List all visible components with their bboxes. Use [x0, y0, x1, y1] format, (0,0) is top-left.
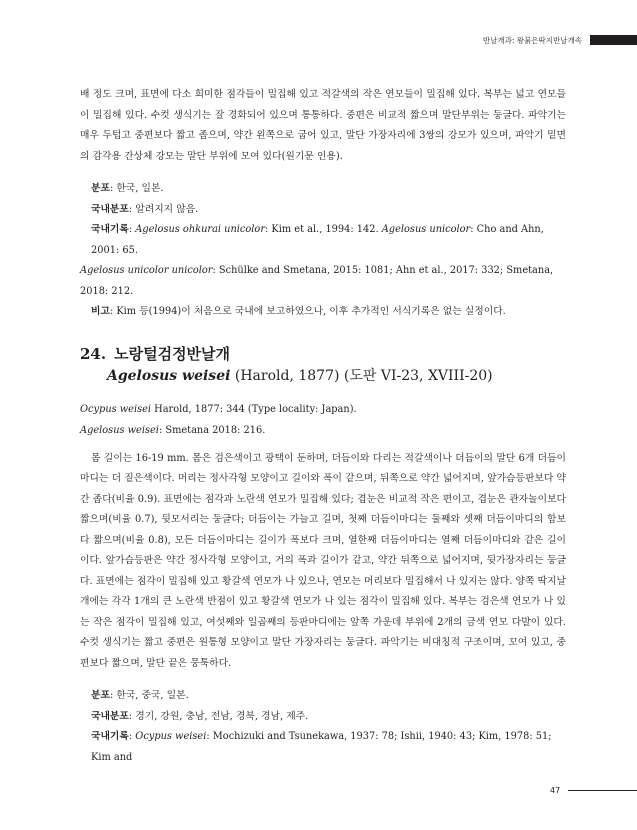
korea-records-text	[91, 224, 544, 256]
distribution-line	[80, 686, 566, 707]
korea-distribution-value: : 알려지지 않음.	[128, 203, 199, 215]
synonym-line	[80, 420, 566, 441]
remark-line	[80, 302, 566, 323]
korea-records-label: 국내기록	[91, 731, 129, 742]
distribution-label: 분포	[91, 690, 110, 701]
korea-records-text	[91, 731, 552, 763]
reference-text: : Mochizuki and Tsunekawa, 1937: 78; Ishii, 1940: 43; Kim, 1978: 51; Kim and	[91, 731, 552, 763]
page-content	[80, 85, 566, 768]
species-scientific-name: Agelosus weisei	[107, 367, 231, 384]
distribution-label: 분포	[91, 183, 110, 194]
distribution-value: : 한국, 일본.	[109, 183, 164, 194]
running-header	[483, 34, 637, 46]
reference-text: : Kim et al., 1994: 142.	[265, 224, 382, 235]
reference-text: :	[128, 224, 136, 235]
taxon-name: Agelosus unicolor	[381, 224, 471, 235]
running-title: 반날개과: 왕붉은딱지반날개속	[482, 35, 582, 45]
header-bar	[590, 35, 637, 45]
reference-text: : Schülke and Smetana, 2015: 1081; Ahn et al., 2017: 332; Smetana, 2018: 212.	[80, 265, 554, 297]
page-footer	[550, 786, 637, 795]
korea-distribution-label: 국내분포	[91, 710, 129, 722]
remark-label: 비고	[91, 306, 110, 317]
synonym-name: Agelosus weisei	[80, 424, 159, 436]
species-number: 24.	[80, 344, 107, 363]
distribution-line	[80, 179, 566, 200]
reference-text: : Cho and Ahn, 2001: 65.	[91, 224, 544, 256]
page-number: 47	[550, 786, 561, 795]
reference-text: :	[128, 731, 136, 742]
taxon-name: Ocypus weisei	[135, 731, 207, 742]
species-scientific-heading	[80, 365, 566, 387]
synonym-line	[80, 399, 566, 420]
synonym-reference: Harold, 1877: 344 (Type locality: Japan).	[151, 403, 357, 415]
korea-records-continued	[80, 261, 566, 302]
taxon-name: Agelosus ohkurai unicolor	[135, 224, 266, 235]
korea-records-line	[80, 727, 566, 768]
species-authority: (Harold, 1877) (도판 VI-23, XVIII-20)	[230, 367, 493, 384]
species-description: 몸 길이는 16-19 mm. 몸은 검은색이고 광택이 둔하며, 더듬이와 다리는 적갈색이나 더듬이의 말단 6개 더듬이마디는 더 짙은색이다. 머리는 정사각형 모양이고 길이와 폭이 같으며, 뒤쪽으로 약간 넓어지며, 앞가슴등판보다 약간 좁다(비율 0.9). 표면에는 점각과 노란색 연모가 밀집해 있다; 겹눈은 비교적 작은 편이고, 겹눈은 관자놀이보다 짧으며(비율 0.7), 뒷모서리는 둥글다; 더듬이는 가늘고 길며, 첫째 더듬이마디는 둘째와 셋째 더듬이마디의 합보다 짧으며(비율 0.8), 모든 더듬이마디는 길이가 폭보다 크며, 열한째 더듬이마디는 열째 더듬이마디와 같은 길이이다. 앞가슴등판은 약간 정사각형 모양이고, 거의 폭과 길이가 같고, 약간 뒤쪽으로 넓어지며, 뒷가장자리는 둥글다. 표면에는 점각이 밀집해 있고 황갈색 연모가 나 있으나, 연모는 머리보다 밀집해서 나 있지는 않다. 양쪽 딱지날개에는 각각 1개의 큰 노란색 반점이 있고 황갈색 연모가 나 있는 점각이 밀집해 있다. 복부는 검은색 연모가 나 있는 작은 점각이 밀집해 있고, 여섯째와 일곱째의 등판마디에는 앞쪽 가운데 부위에 2개의 금색 연모 다발이 있다. 수컷 생식기는 짧고 중편은 원통형 모양이고 말단 가장자리는 둥글다. 파악기는 비대칭적 구조이며, 꼬여 있고, 중편보다 짧으며, 말단 끝은 뭉툭하다.	[80, 452, 566, 669]
footer-rule	[568, 790, 637, 791]
korea-distribution-value: : 경기, 강원, 충남, 전남, 경북, 경남, 제주.	[128, 710, 309, 722]
taxon-name: Agelosus unicolor unicolor	[80, 265, 213, 276]
korea-distribution-label: 국내분포	[91, 203, 129, 215]
synonym-name: Ocypus weisei	[80, 403, 152, 415]
previous-species-description: 배 정도 크며, 표면에 다소 희미한 점각들이 밀집해 있고 적갈색의 작은 연모들이 밀집해 있다. 복부는 넓고 연모들이 밀집해 있다. 수컷 생식기는 잘 경화되어 있으며 통통하다. 중편은 비교적 짧으며 말단부위는 둥글다. 파악기는 매우 두텁고 중편보다 짧고 좁으며, 약간 왼쪽으로 굽어 있고, 말단 가장자리에 3쌍의 강모가 있으며, 파악기 밑면의 감각용 간상체 강모는 말단 부위에 모여 있다(원기문 인용).	[80, 89, 566, 162]
korea-records-label: 국내기록	[91, 224, 129, 235]
korea-records-line	[80, 220, 566, 261]
distribution-value: : 한국, 중국, 일본.	[109, 690, 189, 701]
species-korean-name: 노랑털검정반날개	[114, 344, 231, 363]
species-heading	[80, 343, 566, 365]
korea-distribution-line	[80, 707, 566, 728]
remark-value: : Kim 등(1994)이 처음으로 국내에 보고하였으나, 이후 추가적인 서식기록은 없는 실정이다.	[109, 306, 506, 317]
korea-distribution-line	[80, 200, 566, 221]
synonym-reference: : Smetana 2018: 216.	[158, 424, 266, 436]
